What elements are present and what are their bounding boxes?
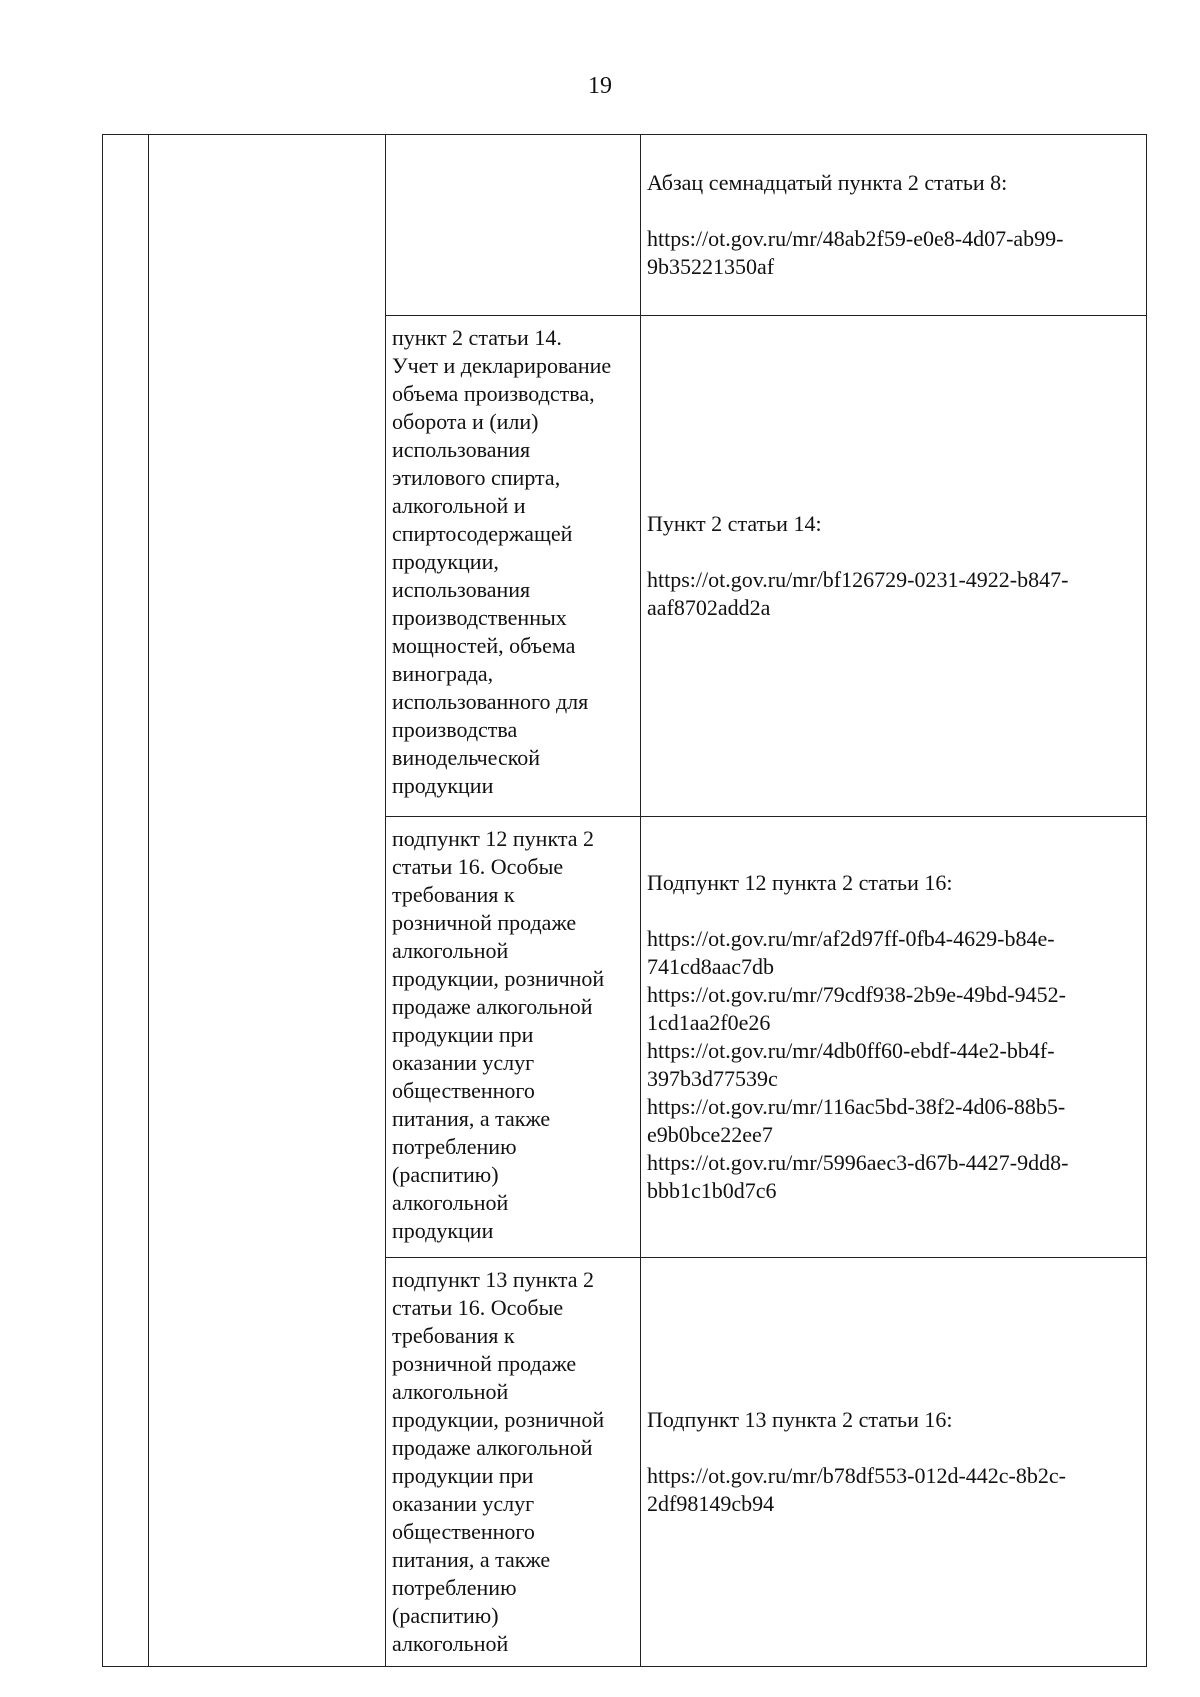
- links-cell: [641, 817, 1147, 1258]
- links-cell: [641, 135, 1147, 316]
- article-cell: [386, 135, 641, 316]
- links-cell: [641, 316, 1147, 817]
- article-cell: [386, 817, 641, 1258]
- links-heading: Абзац семнадцатый пункта 2 статьи 8:: [647, 170, 1008, 195]
- link-list[interactable]: https://ot.gov.ru/mr/bf126729-0231-4922-b847- aaf8702add2a: [647, 567, 1069, 620]
- article-text: подпункт 12 пункта 2 статьи 16. Особые требования к розничной продаже алкогольной продукции, розничной продаже алкогольной продукции при оказании услуг общественного питания, а также потреблению (распитию) алкогольной продукции: [392, 826, 605, 1243]
- article-text: подпункт 13 пункта 2 статьи 16. Особые требования к розничной продаже алкогольной продукции, розничной продаже алкогольной продукции при оказании услуг общественного питания, а также потреблению (распитию) алкогольной: [392, 1267, 605, 1656]
- page-number: 19: [588, 73, 612, 99]
- link-list[interactable]: https://ot.gov.ru/mr/af2d97ff-0fb4-4629-b84e- 741cd8aac7db https://ot.gov.ru/mr/79cdf938-2b9e-49bd-9452- 1cd1aa2f0e26 https://ot.gov.ru/mr/4db0ff60-ebdf-44e2-bb4f- 397b3d77539c https://ot.gov.ru/mr/116ac5bd-38f2-4d06-88b5- e9b0bce22ee7 https://ot.gov.ru/mr/5996aec3-d67b-4427-9dd8- bbb1c1b0d7c6: [647, 926, 1069, 1203]
- links-heading: Подпункт 12 пункта 2 статьи 16:: [647, 870, 953, 895]
- links-cell: [641, 1258, 1147, 1667]
- article-text: пункт 2 статьи 14. Учет и декларирование объема производства, оборота и (или) использования этилового спирта, алкогольной и спиртосодержащей продукции, использования производственных мощностей, объема винограда, использованного для производства винодельческой продукции: [392, 325, 612, 798]
- requirements-table: [102, 134, 1147, 1667]
- law-column-cell: [149, 135, 386, 1667]
- article-text: [386, 135, 640, 151]
- article-cell: [386, 1258, 641, 1667]
- link-list[interactable]: https://ot.gov.ru/mr/48ab2f59-e0e8-4d07-ab99- 9b35221350af: [647, 226, 1064, 279]
- links-heading: Пункт 2 статьи 14:: [647, 511, 822, 536]
- index-column-cell: [103, 135, 149, 1667]
- link-list[interactable]: https://ot.gov.ru/mr/b78df553-012d-442c-8b2c- 2df98149cb94: [647, 1463, 1066, 1516]
- table-row: [103, 135, 1147, 316]
- links-heading: Подпункт 13 пункта 2 статьи 16:: [647, 1407, 953, 1432]
- article-cell: [386, 316, 641, 817]
